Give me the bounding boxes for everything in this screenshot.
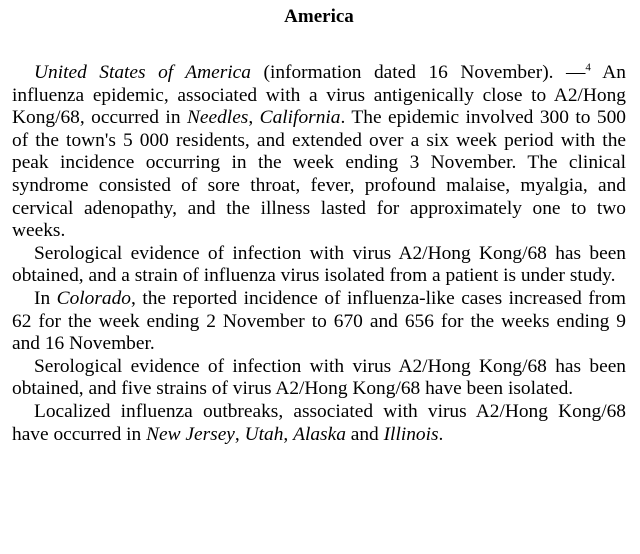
separator-text: , <box>248 107 260 129</box>
place-name-utah: Utah <box>244 423 284 445</box>
paragraph-text: . The epidemic involved 300 to 500 of the town's 5 000 residents, and extended over a six week period with the peak incidence occurring in the week ending 3 November. The clinical syndrome consisted of sore throat, fever, profound malaise, myalgia, and cervical adenopathy, and the illness lasted for approximately one to two weeks. <box>12 107 626 242</box>
paragraph-outbreaks <box>12 401 626 446</box>
paragraph-usa <box>12 62 626 243</box>
paragraph-text: , the reported incidence of influenza-like cases increased from 62 for the week ending 2 November to 670 and 656 for the weeks ending 9 and 16 November. <box>12 287 626 355</box>
section-heading: America <box>284 6 354 27</box>
place-name-state: California <box>259 107 341 129</box>
place-name-town: Needles <box>186 107 249 129</box>
paragraph-text: An influenza epidemic, associated with a virus antigenically close to A2/Hong Kong/68, occurred in <box>12 62 626 129</box>
footnote-reference: 4 <box>585 61 591 74</box>
separator-text: and <box>345 423 384 445</box>
country-name: United States of America <box>34 62 251 83</box>
place-name-illinois: Illinois <box>383 423 439 445</box>
paragraph-lead: In <box>34 287 57 309</box>
paragraph-colorado <box>12 288 626 356</box>
place-name-new-jersey: New Jersey <box>146 423 235 445</box>
separator-text: , <box>283 423 294 445</box>
paragraph-serology-1: Serological evidence of infection with virus A2/Hong Kong/68 has been obtained, and a strain of influenza virus isolated from a patient is under study. <box>12 242 626 287</box>
place-name-alaska: Alaska <box>293 423 346 445</box>
paragraph-serology-2: Serological evidence of infection with virus A2/Hong Kong/68 has been obtained, and five strains of virus A2/Hong Kong/68 have been isolated. <box>12 355 626 400</box>
separator-text: , <box>234 423 245 445</box>
report-intro: (information dated 16 November). — <box>251 62 586 83</box>
place-name: Colorado <box>56 287 131 309</box>
sentence-end: . <box>438 423 444 445</box>
paragraph-lead: Localized influenza outbreaks, associated with virus A2/Hong Kong/68 have occurred in <box>12 400 626 445</box>
